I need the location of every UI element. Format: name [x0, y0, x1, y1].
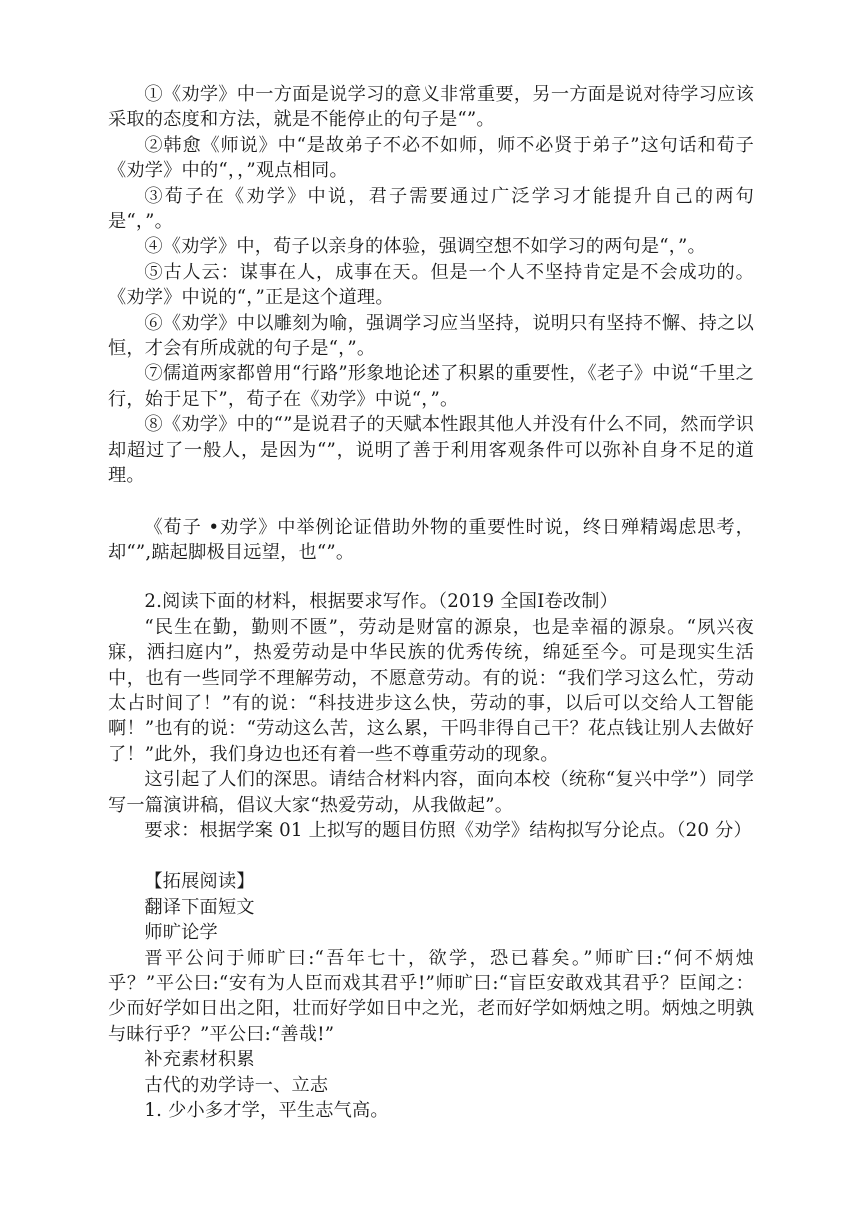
paragraph-task: 这引起了人们的深思。请结合材料内容，面向本校（统称“复兴中学”）同学写一篇演讲稿，倡议大家“热爱劳动，从我做起”。 [108, 769, 754, 816]
paragraph-6: ⑥《劝学》中以雕刻为喻，强调学习应当坚持，说明只有坚持不懈、持之以恒，才会有所成就的句子是“，”。 [108, 312, 754, 360]
paragraph-5: ⑤古人云：谋事在人，成事在天。但是一个人不坚持肯定是不会成功的。《劝学》中说的“，”正是这个道理。 [108, 261, 754, 309]
spacer [108, 489, 754, 515]
paragraph-1: ①《劝学》中一方面是说学习的意义非常重要，另一方面是说对待学习应该采取的态度和方法，就是不能停止的句子是“”。 [108, 84, 754, 131]
paragraph-9: 《荀子 •劝学》中举例论证借助外物的重要性时说，终日殚精竭虑思考，却“”,踮起脚极目远望，也“”。 [108, 516, 754, 563]
paragraph-8: ⑧《劝学》中的“”是说君子的天赋本性跟其他人并没有什么不同，然而学识却超过了一般人，是因为“”，说明了善于利用客观条件可以弥补自身不足的道理。 [108, 414, 754, 487]
instruction-translate: 翻译下面短文 [144, 896, 255, 918]
paragraph-material: “民生在勤，勤则不匮”，劳动是财富的源泉，也是幸福的源泉。“夙兴夜寐，洒扫庭内”，热爱劳动是中华民族的优秀传统，绵延至今。可是现实生活中，也有一些同学不理解劳动，不愿意劳动。有的说：“我们学习这么忙，劳动太占时间了！”有的说：“科技进步这么快，劳动的事，以后可以交给人工智能啊！”也有的说：“劳动这么苦，这么累，干吗非得自己干？花点钱让别人去做好了！”此外，我们身边也还有着一些不尊重劳动的现象。 [108, 616, 754, 765]
spacer [108, 843, 754, 869]
passage-title: 师旷论学 [144, 922, 218, 944]
paragraph-4: ④《劝学》中，荀子以亲身的体验，强调空想不如学习的两句是“，”。 [144, 236, 706, 258]
paragraph-2: ②韩愈《师说》中“是故弟子不必不如师，师不必贤于弟子”这句话和荀子《劝学》中的“，，”观点相同。 [108, 134, 754, 182]
paragraph-requirement: 要求：根据学案 01 上拟写的题目仿照《劝学》结构拟写分论点。（20 分） [144, 819, 752, 841]
document-page [108, 82, 754, 1123]
question-2-heading: 2.阅读下面的材料，根据要求写作。（2019 全国Ⅰ卷改制） [144, 591, 619, 613]
spacer [108, 565, 754, 589]
supplement-heading: 补充素材积累 [144, 1049, 255, 1071]
paragraph-7: ⑦儒道两家都曾用“行路”形象地论述了积累的重要性，《老子》中说“千里之行，始于足下”，荀子在《劝学》中说“，”。 [108, 363, 754, 410]
section-heading-extended-reading: 【拓展阅读】 [144, 871, 255, 893]
passage-text: 晋平公问于师旷曰:“吾年七十，欲学，恐已暮矣。”师旷曰:“何不炳烛乎？”平公曰:“安有为人臣而戏其君乎!”师旷曰:“盲臣安敢戏其君乎？臣闻之：少而好学如日出之阳，壮而好学如日中之光，老而好学如炳烛之明。炳烛之明孰与昧行乎？”平公曰:“善哉!” [108, 947, 754, 1045]
subheading-poems: 古代的劝学诗一、立志 [144, 1074, 329, 1096]
poem-line-1: 1. 少小多才学，平生志气高。 [144, 1100, 389, 1122]
paragraph-3: ③荀子在《劝学》中说，君子需要通过广泛学习才能提升自己的两句是“，”。 [108, 185, 754, 233]
